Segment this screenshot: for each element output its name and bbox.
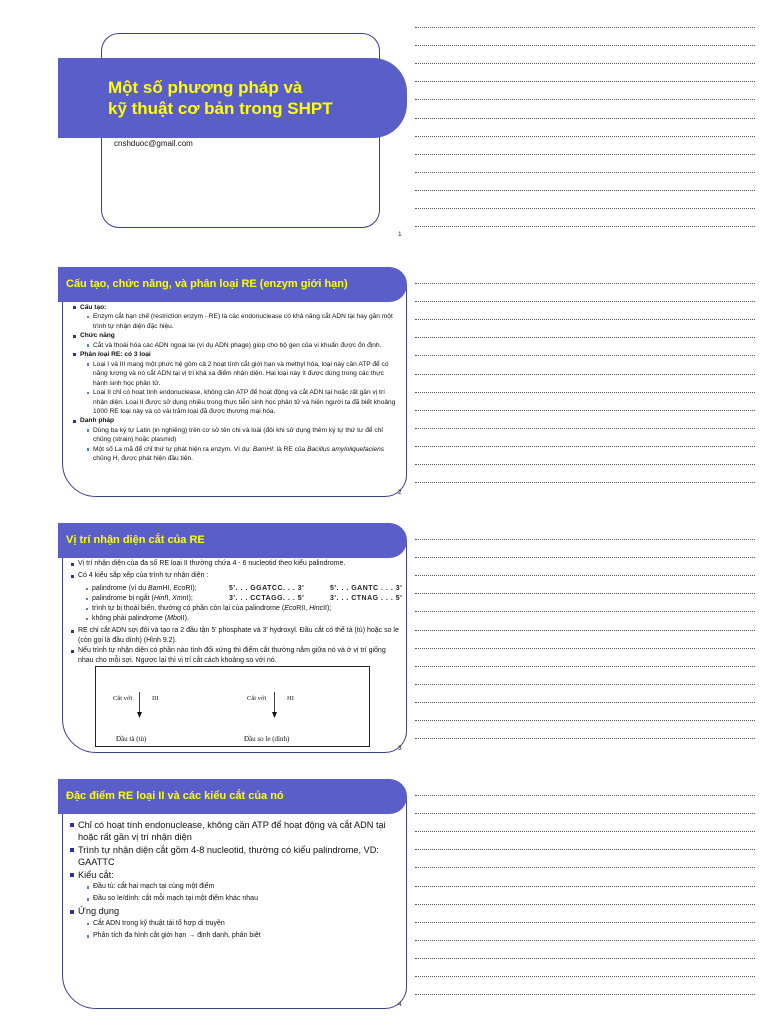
note-line — [415, 226, 755, 227]
note-line — [415, 446, 755, 447]
figure-label: Cắt với — [247, 695, 267, 702]
figure-caption: Đầu tà (tù) — [116, 735, 147, 743]
bullet-item: Chỉ có hoạt tính endonuclease, không cần ATP để hoạt động và cắt ADN tại hoặc rất gần vị trí nhận diện — [70, 819, 400, 844]
note-line — [415, 81, 755, 82]
note-line — [415, 99, 755, 100]
slide-2 — [0, 256, 412, 512]
bullet-text: : là RE của — [273, 445, 308, 453]
bullet-text: I, — [166, 595, 173, 602]
bullet-text: palindrome bị ngắt ( — [92, 595, 154, 602]
bullet-item: Ứng dụng — [70, 905, 400, 917]
note-line — [415, 702, 755, 703]
bullet-item: Vị trí nhận diện của đa số RE loại II thường chứa 4 - 6 nucleotid theo kiểu palindrome. — [70, 559, 400, 569]
figure-enzyme: III — [152, 695, 159, 702]
slide-1 — [0, 0, 412, 256]
bullet-text: không phải palindrome ( — [92, 615, 168, 622]
bullet-text: palindrome (ví dụ — [92, 585, 149, 592]
note-line — [415, 428, 755, 429]
note-line — [415, 464, 755, 465]
note-line — [415, 557, 755, 558]
bullet-item: RE chỉ cắt ADN sợi đôi và tạo ra 2 đầu tận 5' phosphate và 3' hydroxyl. Đầu cắt có thể tà (tù) hoặc so le (còn gọi là đầu dính) (Hình 9.2). — [70, 626, 400, 646]
note-line — [415, 976, 755, 977]
cut-arrow-icon — [271, 692, 278, 719]
bullet-heading: Danh pháp — [72, 416, 400, 425]
figure-caption: Đầu so le (dính) — [244, 735, 290, 743]
note-line — [415, 154, 755, 155]
note-line — [415, 482, 755, 483]
page-number: 3 — [398, 745, 402, 752]
note-line — [415, 867, 755, 868]
bullet-heading: Cấu tạo: — [72, 303, 400, 312]
bullet-item: Enzym cắt hạn chế (restriction enzym - RE) là các endonuclease có khả năng cắt ADN tại hay gần một trình tự nhận diện đặc hiệu. — [85, 312, 400, 331]
note-line — [415, 208, 755, 209]
enzyme-name: BamHI — [252, 445, 273, 453]
note-line — [415, 118, 755, 119]
slide-3 — [0, 512, 412, 768]
note-line — [415, 410, 755, 411]
enzyme-name: Hinf — [153, 595, 167, 602]
enzyme-name: Eco — [284, 605, 297, 612]
note-line — [415, 738, 755, 739]
page-number: 1 — [398, 231, 402, 238]
note-line — [415, 904, 755, 905]
slide-title: Cấu tạo, chức năng, và phân loại RE (enzym giới hạn) — [66, 278, 348, 290]
note-line — [415, 337, 755, 338]
title-bar — [58, 779, 407, 814]
note-line — [415, 136, 755, 137]
note-line — [415, 886, 755, 887]
bullet-item: Kiểu cắt: — [70, 869, 400, 881]
note-line — [415, 45, 755, 46]
enzyme-name: Mbo — [167, 615, 181, 622]
bullet-item: Loại II chỉ có hoạt tính endonuclease, không cần ATP để hoạt động và cắt ADN tại hoặc rất gần vị trí nhận diện. Loại II được sử dụng nhiều trong thực tiễn sinh học phân tử và hiện người ta đã biết khoảng 1000 RE loại này và có vài trăm loại đã được thương mại hóa. — [85, 388, 400, 416]
page-number: 2 — [398, 489, 402, 496]
note-line — [415, 374, 755, 375]
note-line — [415, 539, 755, 540]
note-line — [415, 355, 755, 356]
note-line — [415, 190, 755, 191]
bullet-text: chủng H, được phát hiện đầu tiên. — [93, 455, 194, 463]
cut-figure — [95, 666, 370, 747]
bullet-item: Dùng ba ký tự Latin (in nghiêng) trên cơ sở tên chi và loài (đôi khi sử dụng thêm ký tự thứ tư để chỉ chủng (strain) hoặc plasmid) — [85, 426, 400, 445]
enzyme-name: Xmn — [172, 595, 187, 602]
species-name: Bacillus amyloliquefaciens — [307, 445, 385, 453]
sub-item: Đầu so le/dính: cắt mỗi mạch tại một điểm khác nhau — [85, 893, 400, 905]
enzyme-name: Eco — [173, 585, 186, 592]
bullet-item: Nếu trình tự nhận diện có phần nào tính đối xứng thì điểm cắt thường nằm giữa nó và ở vị trí giống nhau cho mỗi sợi. Ngược lại thì vị trí cắt cách khoảng so với nó. — [70, 646, 400, 666]
author-email: cnshduoc@gmail.com — [114, 139, 193, 148]
sub-item: Cắt ADN trong kỹ thuật tái tổ hợp di truyền — [85, 918, 400, 930]
slide-title-line: kỹ thuật cơ bản trong SHPT — [108, 99, 333, 118]
note-line — [415, 994, 755, 995]
slide-title: Vị trí nhận diện cắt của RE — [66, 534, 205, 546]
note-line — [415, 684, 755, 685]
note-line — [415, 172, 755, 173]
note-line — [415, 958, 755, 959]
sub-item: Phân tích đa hình cắt giới hạn → định danh, phân biệt — [85, 930, 400, 942]
note-line — [415, 392, 755, 393]
bullet-item: Cắt và thoái hóa các ADN ngoại lai (ví dụ ADN phage) giúp cho bộ gen của vi khuẩn được ổn định. — [85, 341, 400, 350]
enzyme-name: Hinc — [309, 605, 324, 612]
note-line — [415, 720, 755, 721]
slide-title — [108, 77, 333, 119]
note-line — [415, 319, 755, 320]
bullet-item — [85, 445, 400, 464]
slide-content — [72, 303, 400, 464]
note-line — [415, 922, 755, 923]
note-line — [415, 301, 755, 302]
sub-item: Đầu tù: cắt hai mạch tại cùng một điểm — [85, 881, 400, 893]
bullet-heading: Phân loại RE: có 3 loại — [72, 350, 400, 359]
bullet-item: Có 4 kiểu sắp xếp của trình tự nhận diện : — [70, 571, 400, 581]
note-line — [415, 849, 755, 850]
note-line — [415, 611, 755, 612]
sequence-interrupted-top: 5'. . . GANTC . . . 3' — [330, 585, 403, 592]
bullet-text: II); — [323, 605, 332, 612]
figure-label: Cắt với — [113, 695, 133, 702]
note-line — [415, 63, 755, 64]
slide-content — [70, 559, 403, 666]
note-line — [415, 283, 755, 284]
note-line — [415, 795, 755, 796]
page-number: 4 — [398, 1001, 402, 1008]
slide-4 — [0, 768, 412, 1024]
bullet-text: HI, — [162, 585, 174, 592]
note-line — [415, 27, 755, 28]
bullet-text: II). — [180, 615, 189, 622]
note-line — [415, 575, 755, 576]
bullet-text: RI); — [185, 585, 197, 592]
sequence-palindrome-bottom: 3'. . . CCTAGG. . . 5' — [229, 595, 305, 602]
slide-title: Đặc điểm RE loại II và các kiểu cắt của nó — [66, 790, 284, 802]
bullet-text: trình tự bị thoái biến, thường có phần còn lại của palindrome ( — [92, 605, 285, 612]
note-line — [415, 813, 755, 814]
sequence-palindrome-top: 5'. . . GGATCC. . . 3' — [229, 585, 305, 592]
note-line — [415, 831, 755, 832]
slide-title-line: Một số phương pháp và — [108, 78, 303, 97]
bullet-item: Loại I và III mang một phức hệ gồm cả 2 hoạt tính cắt giới hạn và methyl hóa, loại này cần ATP để có năng lượng và nó cắt ADN tại vị trí khá xa điểm nhận diện. Hai loại này ít được dùng trong các thực hành sinh học phân tử. — [85, 360, 400, 388]
bullet-text: Một số La mã để chỉ thứ tự phát hiện ra enzym. Ví dụ: — [93, 445, 253, 453]
note-line — [415, 593, 755, 594]
cut-arrow-icon — [136, 692, 143, 719]
note-line — [415, 648, 755, 649]
sub-item — [84, 614, 400, 624]
title-bar — [58, 58, 407, 138]
enzyme-name: Bam — [148, 585, 163, 592]
title-bar — [58, 523, 407, 558]
note-line — [415, 940, 755, 941]
slide-content — [70, 819, 400, 942]
title-bar — [58, 267, 407, 302]
bullet-item: Trình tự nhận diện cắt gồm 4-8 nucleotid, thường có kiểu palindrome, VD: GAATTC — [70, 844, 400, 869]
sub-item — [84, 604, 400, 614]
bullet-text: I); — [186, 595, 193, 602]
note-line — [415, 666, 755, 667]
bullet-text: RII, — [296, 605, 310, 612]
bullet-heading: Chức năng — [72, 331, 400, 340]
sequence-interrupted-bottom: 3'. . . CTNAG . . . 5' — [330, 595, 403, 602]
note-line — [415, 630, 755, 631]
figure-enzyme: HI — [287, 695, 294, 702]
